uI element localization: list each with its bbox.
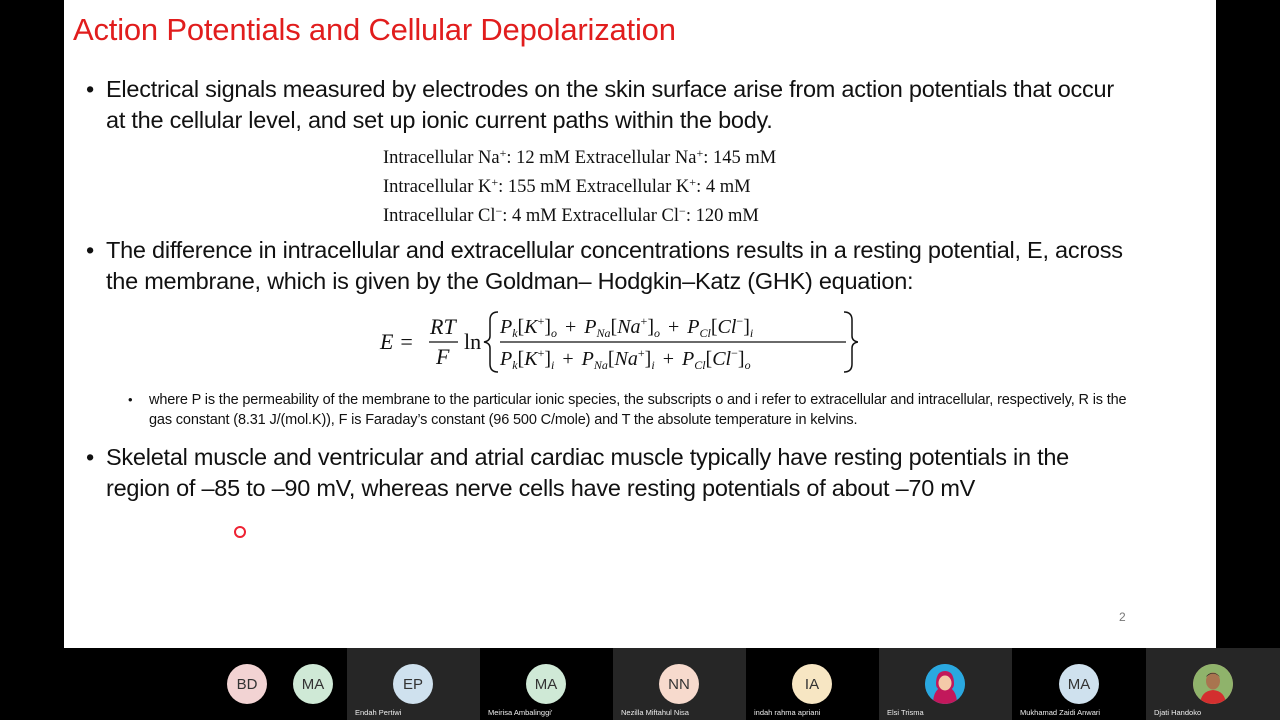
participant-tile[interactable] bbox=[1012, 648, 1146, 720]
participant-avatar: MA bbox=[526, 664, 566, 704]
concentration-row-potassium: Intracellular K+: 155 mM Extracellular K+: 4 mM bbox=[383, 175, 751, 197]
svg-text:E =: E = bbox=[380, 329, 414, 354]
participant-tile[interactable] bbox=[213, 648, 280, 720]
participant-avatar: BD bbox=[227, 664, 267, 704]
participant-name: indah rahma apriani bbox=[754, 708, 821, 717]
concentration-row-sodium: Intracellular Na+: 12 mM Extracellular Na+: 145 mM bbox=[383, 146, 777, 168]
svg-text:Pk[K+]i+PNa[Na+]i+PCl[Cl−]o: $P_k[K^+]_i + P_{Na}[Na^+]_i + P_{Cl}[Cl^-]_o$ bbox=[500, 346, 751, 372]
slide-title: Action Potentials and Cellular Depolarization bbox=[73, 12, 676, 47]
pointer-cursor bbox=[234, 526, 246, 538]
participant-avatar: EP bbox=[393, 664, 433, 704]
bullet-resting-potential bbox=[86, 235, 1126, 297]
hijab-user-icon bbox=[925, 664, 965, 704]
svg-text:F: F bbox=[436, 344, 450, 369]
participant-tile[interactable] bbox=[879, 648, 1012, 720]
participant-strip bbox=[0, 648, 1280, 720]
participant-photo-avatar bbox=[925, 664, 965, 704]
bullet-dot: • bbox=[86, 76, 94, 102]
bullet-dot: • bbox=[128, 392, 133, 407]
bullet-text: The difference in intracellular and extracellular concentrations results in a resting potential, E, across the membrane, which is given by the Goldman– Hodgkin–Katz (GHK) equation: bbox=[106, 237, 1123, 294]
bullet-muscle-resting-potentials bbox=[86, 442, 1126, 504]
user-photo-icon bbox=[1193, 664, 1233, 704]
participant-avatar: NN bbox=[659, 664, 699, 704]
participant-photo-avatar bbox=[1193, 664, 1233, 704]
bullet-text: where P is the permeability of the membrane to the particular ionic species, the subscripts o and i refer to extracellular and intracellular, respectively, R is the gas constant (8.31 J/(mol.K)), F is Faraday’s constant (96 500 C/mole) and T the absolute temperature in kelvins. bbox=[149, 392, 1127, 428]
sub-bullet-ghk-definitions bbox=[128, 390, 1139, 430]
participant-name: Nezilla Miftahul Nisa bbox=[621, 708, 689, 717]
participant-name: Endah Pertiwi bbox=[355, 708, 402, 717]
bullet-text: Electrical signals measured by electrodes on the skin surface arise from action potentials that occur at the cellular level, and set up ionic current paths within the body. bbox=[106, 76, 1114, 133]
participant-name: Djati Handoko bbox=[1154, 708, 1202, 717]
bullet-electrical-signals bbox=[86, 74, 1126, 136]
bullet-dot: • bbox=[86, 444, 94, 470]
participant-tile[interactable] bbox=[613, 648, 746, 720]
participant-tile[interactable] bbox=[280, 648, 347, 720]
participant-tile[interactable] bbox=[480, 648, 613, 720]
svg-text:ln: ln bbox=[464, 329, 482, 354]
ghk-equation bbox=[378, 304, 858, 380]
concentration-row-chloride: Intracellular Cl−: 4 mM Extracellular Cl−: 120 mM bbox=[383, 204, 759, 226]
bullet-dot: • bbox=[86, 237, 94, 263]
svg-text:Pk[K+]o+PNa[Na+]o+PCl[Cl−]i: $P_k[K^+]_o + P_{Na}[Na^+]_o + P_{Cl}[Cl^-]_i$ bbox=[500, 314, 754, 340]
participant-name: Mukhamad Zaidi Anwari bbox=[1020, 708, 1101, 717]
participant-avatar: MA bbox=[1059, 664, 1099, 704]
participant-tile[interactable] bbox=[746, 648, 879, 720]
participant-avatar: MA bbox=[293, 664, 333, 704]
participant-name: Elsi Trisma bbox=[887, 708, 924, 717]
participant-tile[interactable] bbox=[347, 648, 480, 720]
participant-avatar: IA bbox=[792, 664, 832, 704]
page-number: 2 bbox=[1119, 610, 1126, 624]
bullet-text: Skeletal muscle and ventricular and atrial cardiac muscle typically have resting potentials in the region of –85 to –90 mV, whereas nerve cells have resting potentials of about –70 mV bbox=[106, 444, 1069, 501]
ion-concentrations bbox=[383, 144, 776, 231]
participant-name: Meirisa Ambalinggi' bbox=[488, 708, 553, 717]
participant-tile[interactable] bbox=[1146, 648, 1280, 720]
svg-text:RT: RT bbox=[430, 314, 456, 339]
presentation-slide bbox=[64, 0, 1216, 648]
